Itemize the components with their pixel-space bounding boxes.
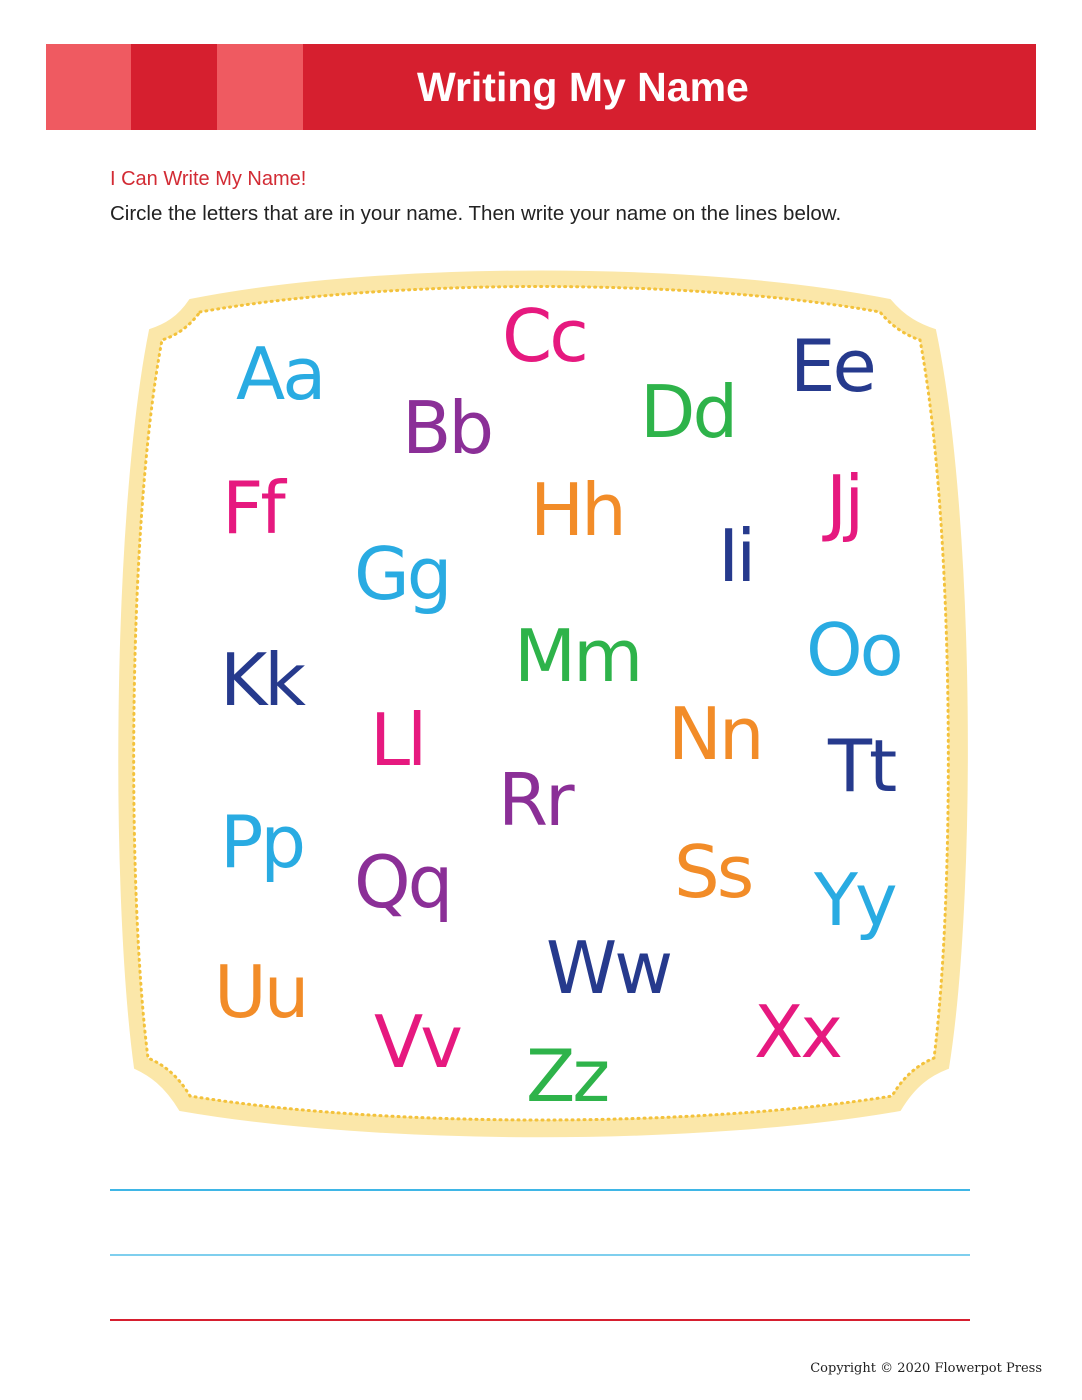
letter-b[interactable]: Bb: [402, 386, 492, 470]
letter-q[interactable]: Qq: [354, 840, 451, 924]
writing-line-middle[interactable]: [110, 1254, 970, 1256]
letter-u[interactable]: Uu: [214, 950, 307, 1034]
letter-x[interactable]: Xx: [754, 990, 840, 1074]
subtitle: I Can Write My Name!: [110, 168, 307, 190]
letter-t[interactable]: Tt: [828, 724, 895, 808]
letter-l[interactable]: Ll: [370, 698, 425, 782]
letter-p[interactable]: Pp: [220, 800, 304, 884]
letter-f[interactable]: Ff: [222, 466, 283, 550]
writing-line-bottom[interactable]: [110, 1319, 970, 1321]
letter-m[interactable]: Mm: [514, 614, 641, 698]
letter-y[interactable]: Yy: [814, 858, 895, 942]
letter-a[interactable]: Aa: [236, 332, 324, 416]
letter-n[interactable]: Nn: [668, 692, 762, 776]
letter-k[interactable]: Kk: [220, 638, 303, 722]
letter-j[interactable]: Jj: [826, 460, 862, 544]
letter-v[interactable]: Vv: [374, 1000, 460, 1084]
letter-d[interactable]: Dd: [640, 370, 736, 454]
instructions: Circle the letters that are in your name. Then write your name on the lines below.: [110, 202, 842, 225]
letter-z[interactable]: Zz: [526, 1034, 608, 1118]
letter-w[interactable]: Ww: [546, 926, 671, 1010]
page-title: Writing My Name: [417, 64, 749, 110]
letter-r[interactable]: Rr: [498, 758, 572, 842]
letter-c[interactable]: Cc: [502, 294, 586, 378]
letter-i[interactable]: Ii: [718, 514, 754, 598]
letter-o[interactable]: Oo: [806, 608, 901, 692]
letter-g[interactable]: Gg: [354, 532, 450, 616]
letter-h[interactable]: Hh: [530, 468, 624, 552]
writing-line-top[interactable]: [110, 1189, 970, 1191]
letter-s[interactable]: Ss: [674, 830, 752, 914]
letter-e[interactable]: Ee: [790, 324, 874, 408]
copyright: Copyright © 2020 Flowerpot Press: [810, 1361, 1042, 1376]
